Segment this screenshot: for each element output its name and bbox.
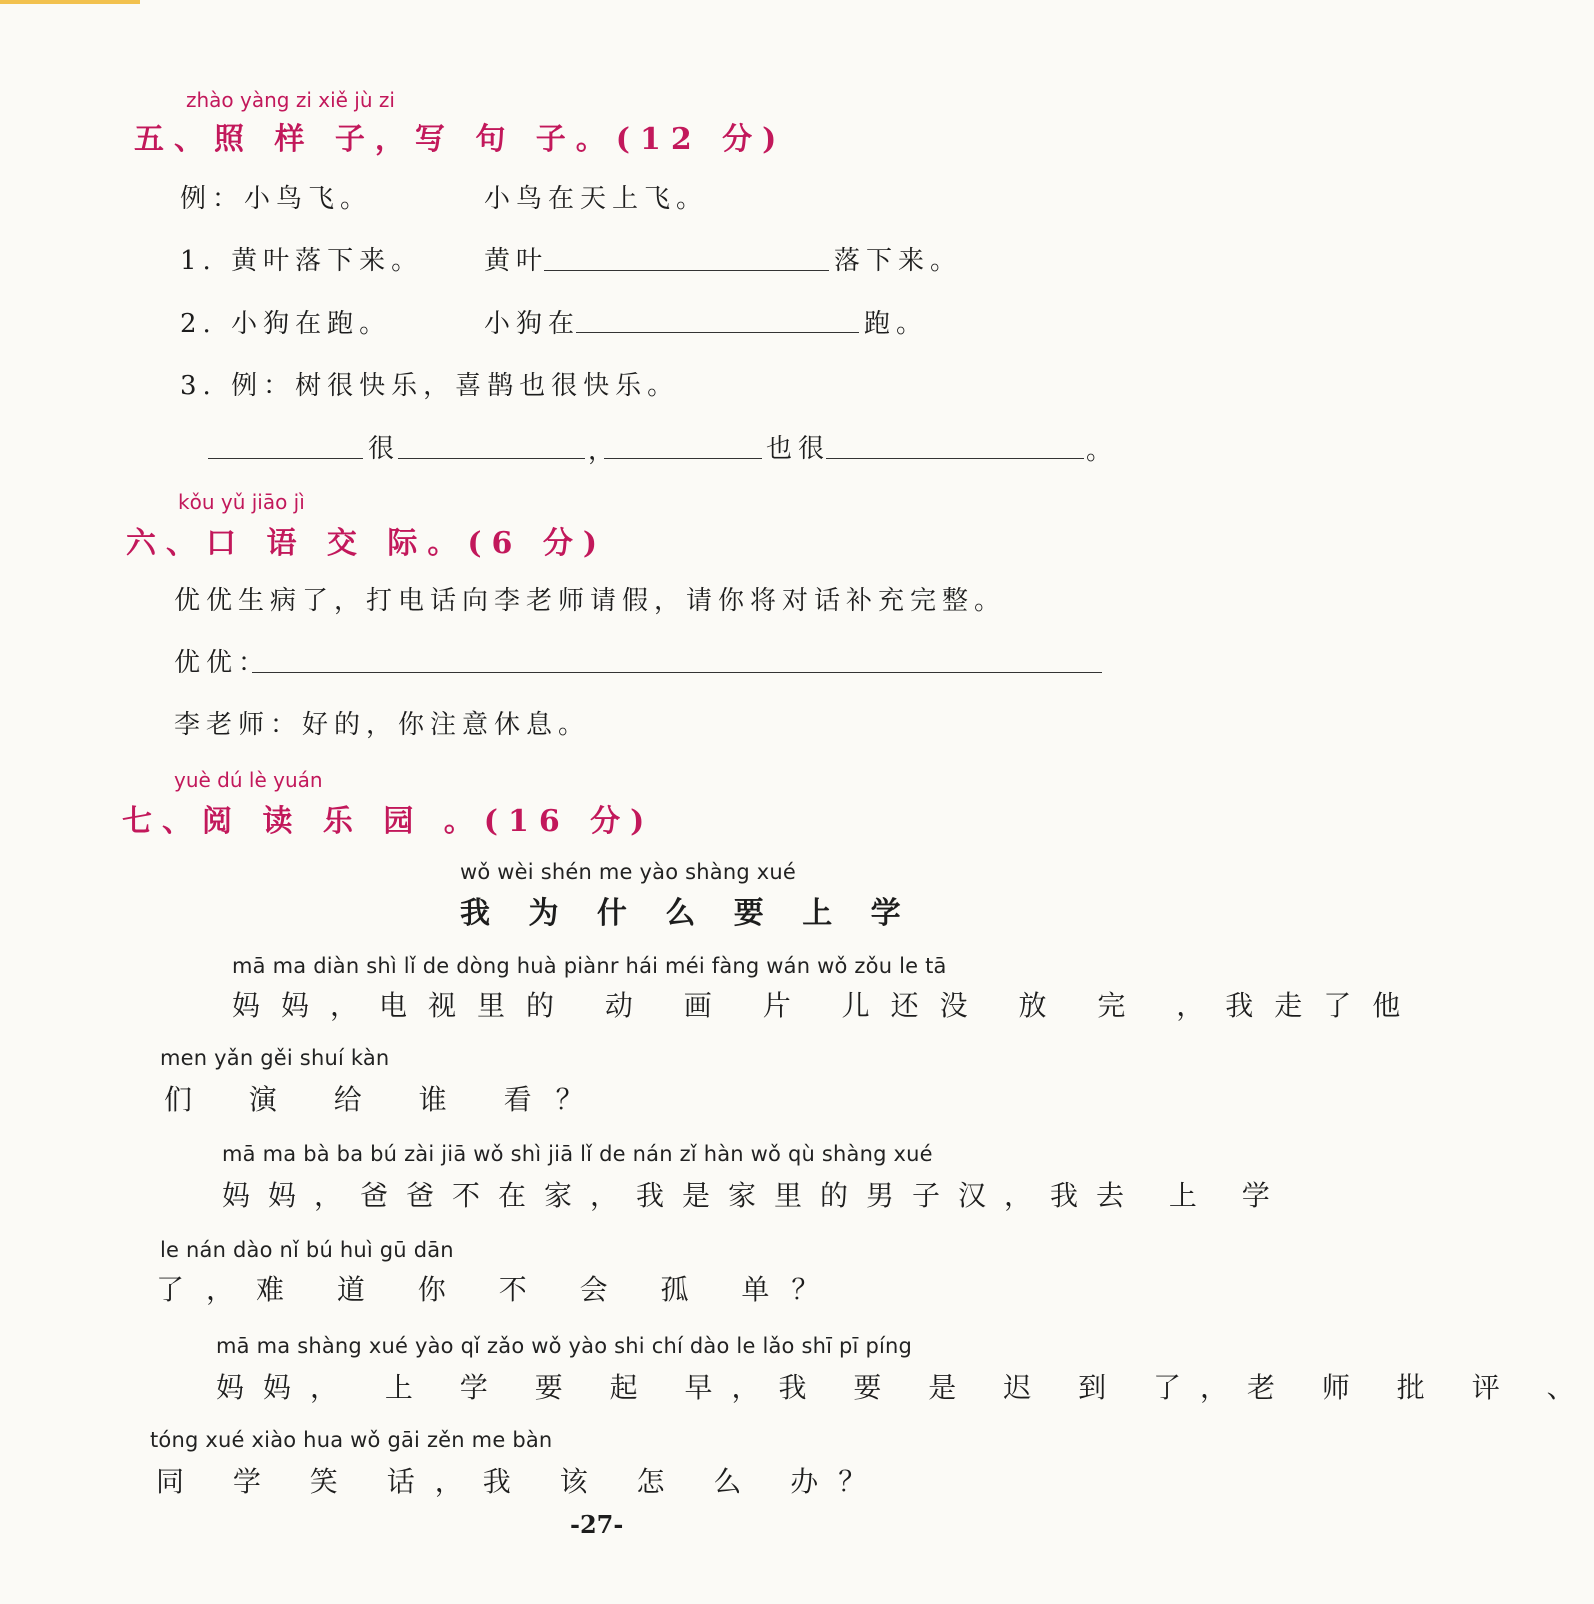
section6-heading: 六、口 语 交 际。(6 分) [126, 526, 608, 561]
p1-pinyin-line1: mā ma diàn shì lǐ de dòng huà piànr hái méi fàng wán wǒ zǒu le tā [232, 954, 947, 978]
q2-answer-blank[interactable] [576, 332, 859, 333]
p1-text-line2: 们 演 给 谁 看？ [164, 1083, 608, 1116]
q3-end: 。 [1086, 436, 1119, 466]
q1-right-a: 黄叶 [484, 246, 549, 276]
page-number: -27- [570, 1510, 624, 1539]
p2-text-line2: 了，难 道 你 不 会 孤 单？ [156, 1273, 842, 1306]
p2-pinyin-line1: mā ma bà ba bú zài jiā wǒ shì jiā lǐ de nán zǐ hàn wǒ qù shàng xué [222, 1142, 933, 1166]
example-left: 例：小鸟飞。 [180, 184, 373, 214]
story-title-pinyin: wǒ wèi shén me yào shàng xué [460, 860, 797, 884]
story-title: 我 为 什 么 要 上 学 [460, 896, 915, 931]
q3-blank-4[interactable] [826, 458, 1084, 459]
section5-pinyin: zhào yàng zi xiě jù zi [186, 88, 395, 112]
q1-right-b: 落下来。 [834, 246, 963, 276]
q1-left: 1. 黄叶落下来。 [180, 246, 424, 276]
q2-right-a: 小狗在 [484, 309, 581, 339]
section5-heading: 五、照 样 子，写 句 子。(12 分) [134, 122, 787, 157]
teacher-line: 李老师：好的，你注意休息。 [174, 710, 591, 740]
q3-blank-2[interactable] [398, 458, 585, 459]
q3-word-yehen: 也很 [766, 434, 831, 464]
q2-right-b: 跑。 [864, 309, 929, 339]
p3-text-line2: 同 学 笑 话，我 该 怎 么 办？ [156, 1465, 887, 1498]
p3-pinyin-line1: mā ma shàng xué yào qǐ zǎo wǒ yào shi chí dào le lǎo shī pī píng [216, 1334, 913, 1358]
p2-pinyin-line2: le nán dào nǐ bú huì gū dān [160, 1238, 454, 1262]
q3-blank-1[interactable] [208, 458, 363, 459]
q3-comma: ， [588, 436, 621, 466]
p3-pinyin-line2: tóng xué xiào hua wǒ gāi zěn me bàn [150, 1428, 553, 1452]
q1-answer-blank[interactable] [544, 270, 829, 271]
p3-text-line1: 妈妈， 上 学 要 起 早，我 要 是 迟 到 了，老 师 批 评 、 [216, 1371, 1594, 1404]
section6-prompt: 优优生病了，打电话向李老师请假，请你将对话补充完整。 [174, 586, 1007, 616]
q3-prompt: 3. 例：树很快乐，喜鹊也很快乐。 [180, 371, 680, 401]
q3-blank-3[interactable] [604, 458, 762, 459]
youyou-label: 优优： [174, 648, 271, 678]
p1-text-line1: 妈妈，电视里的 动 画 片 儿还没 放 完 ，我走了他 [232, 989, 1422, 1022]
q2-left: 2. 小狗在跑。 [180, 309, 392, 339]
youyou-answer-blank[interactable] [252, 672, 1102, 673]
section6-pinyin: kǒu yǔ jiāo jì [178, 490, 305, 514]
q3-word-hen: 很 [368, 434, 401, 464]
section7-heading: 七、阅 读 乐 园 。(16 分) [122, 804, 655, 839]
p1-pinyin-line2: men yǎn gěi shuí kàn [160, 1046, 390, 1070]
section7-pinyin: yuè dú lè yuán [174, 768, 323, 792]
top-edge-mark [0, 0, 140, 4]
example-right: 小鸟在天上飞。 [484, 184, 709, 214]
p2-text-line1: 妈妈，爸爸不在家，我是家里的男子汉，我去 上 学 [222, 1179, 1288, 1212]
